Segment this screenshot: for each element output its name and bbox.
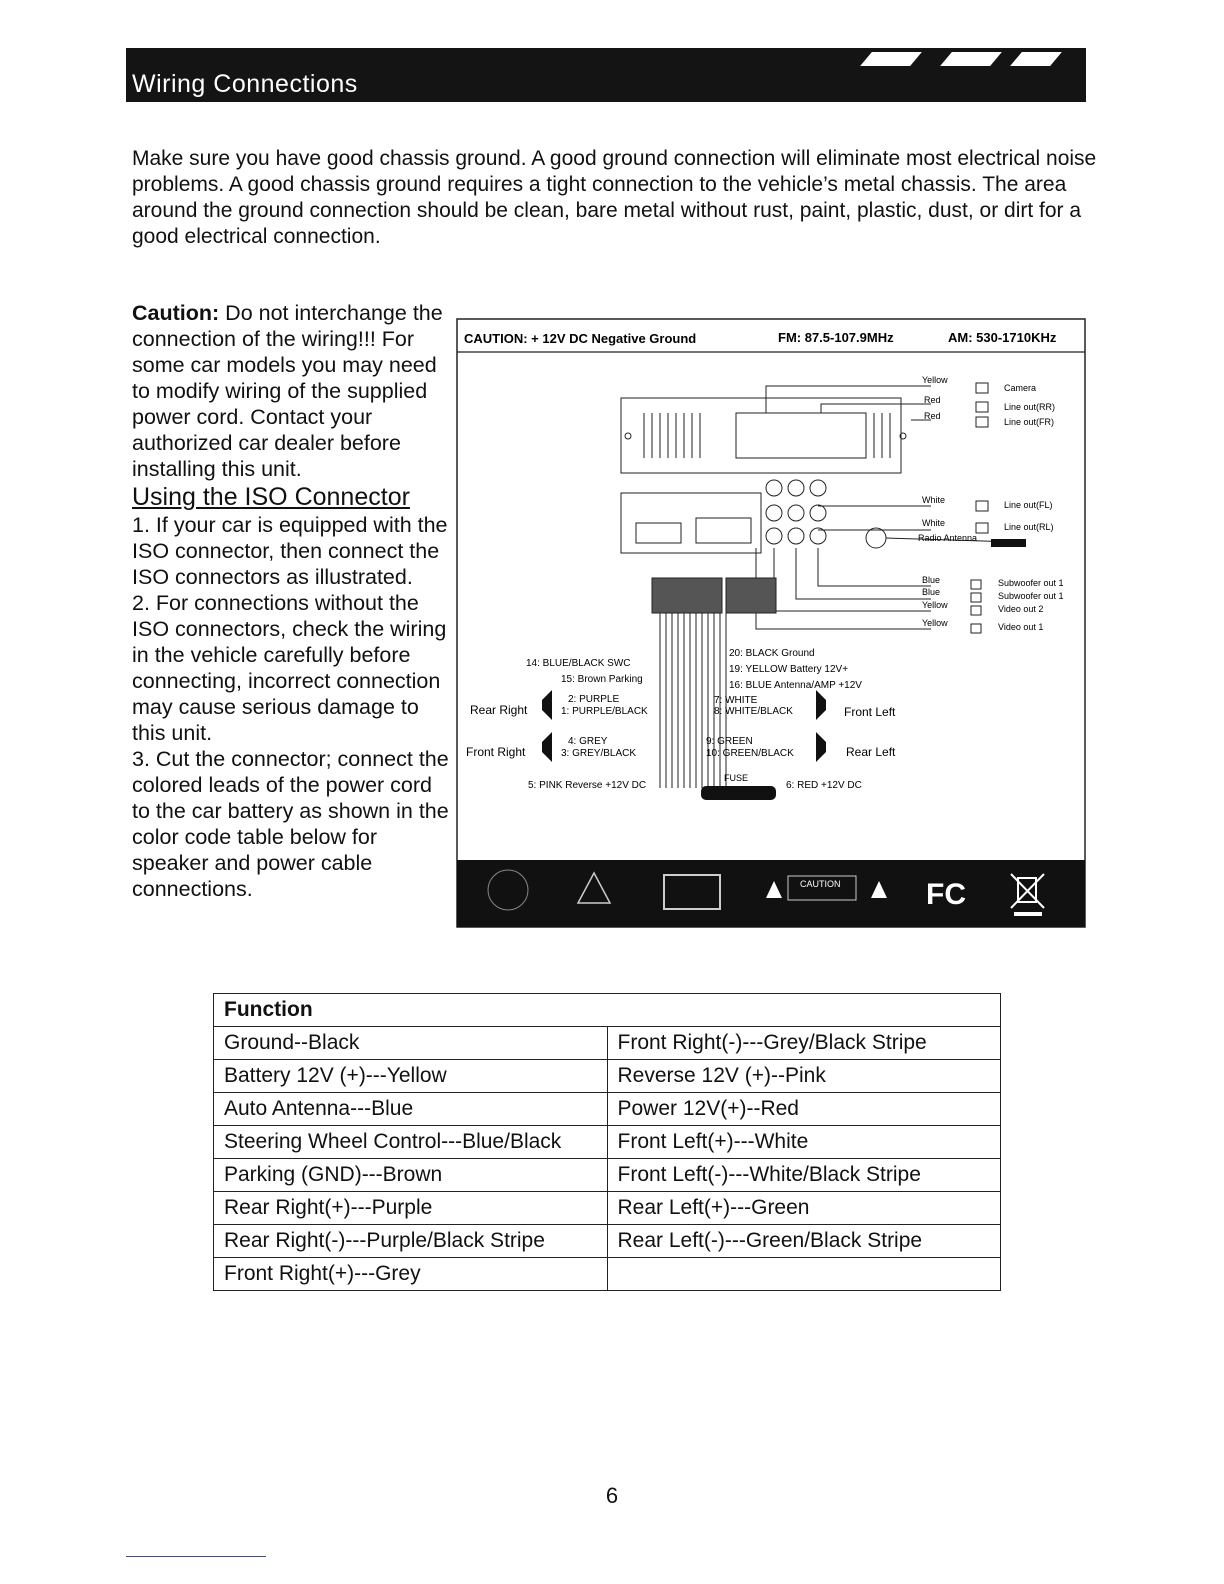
wire-label: 15: Brown Parking <box>561 674 643 685</box>
output-color: Yellow <box>922 375 948 385</box>
table-cell: Front Left(+)---White <box>607 1126 1001 1159</box>
table-row <box>214 1093 1001 1126</box>
output-color: Red <box>924 395 941 405</box>
wiring-diagram <box>456 318 1086 928</box>
output-label: Line out(FL) <box>1004 500 1053 510</box>
footer-caution-label: CAUTION <box>800 879 841 889</box>
iso-step: 1. If your car is equipped with the ISO connector, then connect the ISO connectors as illustrated. <box>132 513 448 589</box>
output-color: Red <box>924 411 941 421</box>
wire-label: 5: PINK Reverse +12V DC <box>528 780 647 791</box>
wire-label: 1: PURPLE/BLACK <box>561 706 648 717</box>
table-cell: Rear Left(+)---Green <box>607 1192 1001 1225</box>
wire-label: 2: PURPLE <box>568 694 620 705</box>
page-number: 6 <box>605 1483 619 1508</box>
banner-stripe <box>1010 52 1062 66</box>
iso-step: 2. For connections without the ISO connectors, check the wiring in the vehicle carefully before connecting, incorrect connection may cause serious damage to this unit. <box>132 591 447 745</box>
diagram-fm-range: FM: 87.5-107.9MHz <box>778 330 894 345</box>
wire-label: 9: GREEN <box>706 736 753 747</box>
table-cell: Front Right(+)---Grey <box>214 1258 608 1291</box>
output-label: Video out 1 <box>998 622 1044 632</box>
footnote-rule <box>126 1556 266 1557</box>
radio-antenna-label: Radio Antenna <box>918 533 978 543</box>
wire-label: 14: BLUE/BLACK SWC <box>526 658 631 669</box>
caution-text: Do not interchange the connection of the wiring!!! For some car models you may need to modify wiring of the supplied power cord. Contact your authorized car dealer before installing this unit. <box>132 301 443 481</box>
output-color: Blue <box>922 575 941 585</box>
wire-label: 20: BLACK Ground <box>729 648 815 659</box>
output-label: Line out(RL) <box>1004 522 1054 532</box>
wire-label: 19: YELLOW Battery 12V+ <box>729 664 849 675</box>
banner-stripe <box>940 52 1002 66</box>
output-label: Line out(RR) <box>1004 402 1056 412</box>
caution-column <box>132 300 452 902</box>
table-cell: Power 12V(+)--Red <box>607 1093 1001 1126</box>
page-title: Wiring Connections <box>132 70 358 98</box>
output-color: White <box>922 518 946 528</box>
table-header: Function <box>214 994 1001 1027</box>
table-cell: Front Left(-)---White/Black Stripe <box>607 1159 1001 1192</box>
table-row <box>214 1192 1001 1225</box>
intro-paragraph: Make sure you have good chassis ground. A good ground connection will eliminate most electrical noise problems. A good chassis ground requires a tight connection to the vehicle’s metal chassis. The area around the ground connection should be clean, bare metal without rust, paint, plastic, dust, or dirt for a good electrical connection. <box>132 147 1097 248</box>
diagram-am-range: AM: 530-1710KHz <box>948 330 1057 345</box>
table-cell: Rear Right(-)---Purple/Black Stripe <box>214 1225 608 1258</box>
table-cell: Battery 12V (+)---Yellow <box>214 1060 608 1093</box>
table-cell: Ground--Black <box>214 1027 608 1060</box>
caution-label: Caution: <box>132 301 220 325</box>
wire-label: 3: GREY/BLACK <box>561 748 637 759</box>
speaker-front-left: Front Left <box>844 705 896 719</box>
iso-heading: Using the ISO Connector <box>132 483 410 511</box>
fuse-icon <box>701 786 776 800</box>
table-cell <box>607 1258 1001 1291</box>
wire-label: 16: BLUE Antenna/AMP +12V <box>729 680 862 691</box>
table-row <box>214 1258 1001 1291</box>
output-color: Yellow <box>922 600 948 610</box>
table-row <box>214 1060 1001 1093</box>
wire-label: 8: WHITE/BLACK <box>714 706 793 717</box>
banner-stripe <box>860 52 922 66</box>
caution-paragraph <box>132 300 452 482</box>
output-label: Camera <box>1004 383 1037 393</box>
table-cell: Rear Left(-)---Green/Black Stripe <box>607 1225 1001 1258</box>
function-table <box>213 993 1001 1291</box>
iso-step: 3. Cut the connector; connect the colored leads of the power cord to the car battery as shown in the color code table below for speaker and power cable connections. <box>132 747 449 901</box>
speaker-front-right: Front Right <box>466 745 526 759</box>
antenna-plug <box>991 539 1026 547</box>
section-banner <box>126 48 1086 102</box>
table-cell: Reverse 12V (+)--Pink <box>607 1060 1001 1093</box>
iso-connector-right <box>726 578 776 613</box>
speaker-rear-left: Rear Left <box>846 745 896 759</box>
output-color: Blue <box>922 587 941 597</box>
speaker-rear-right: Rear Right <box>470 703 528 717</box>
table-cell: Auto Antenna---Blue <box>214 1093 608 1126</box>
table-row <box>214 1126 1001 1159</box>
output-color: White <box>922 495 946 505</box>
wire-label: 4: GREY <box>568 736 608 747</box>
output-label: Line out(FR) <box>1004 417 1055 427</box>
fc-mark: FC <box>926 878 966 911</box>
iso-connector-left <box>652 578 722 613</box>
diagram-caution-header: CAUTION: + 12V DC Negative Ground <box>464 331 697 346</box>
table-row <box>214 1027 1001 1060</box>
output-color: Yellow <box>922 618 948 628</box>
output-label: Subwoofer out 1 <box>998 578 1064 588</box>
output-label: Subwoofer out 1 <box>998 591 1064 601</box>
wire-label: 7: WHITE <box>714 695 758 706</box>
wire-label: 10: GREEN/BLACK <box>706 748 794 759</box>
fuse-label: FUSE <box>724 773 749 783</box>
output-label: Video out 2 <box>998 604 1044 614</box>
table-cell: Front Right(-)---Grey/Black Stripe <box>607 1027 1001 1060</box>
table-row <box>214 1159 1001 1192</box>
table-row <box>214 1225 1001 1258</box>
table-cell: Rear Right(+)---Purple <box>214 1192 608 1225</box>
table-cell: Parking (GND)---Brown <box>214 1159 608 1192</box>
wire-label: 6: RED +12V DC <box>786 780 862 791</box>
table-cell: Steering Wheel Control---Blue/Black <box>214 1126 608 1159</box>
